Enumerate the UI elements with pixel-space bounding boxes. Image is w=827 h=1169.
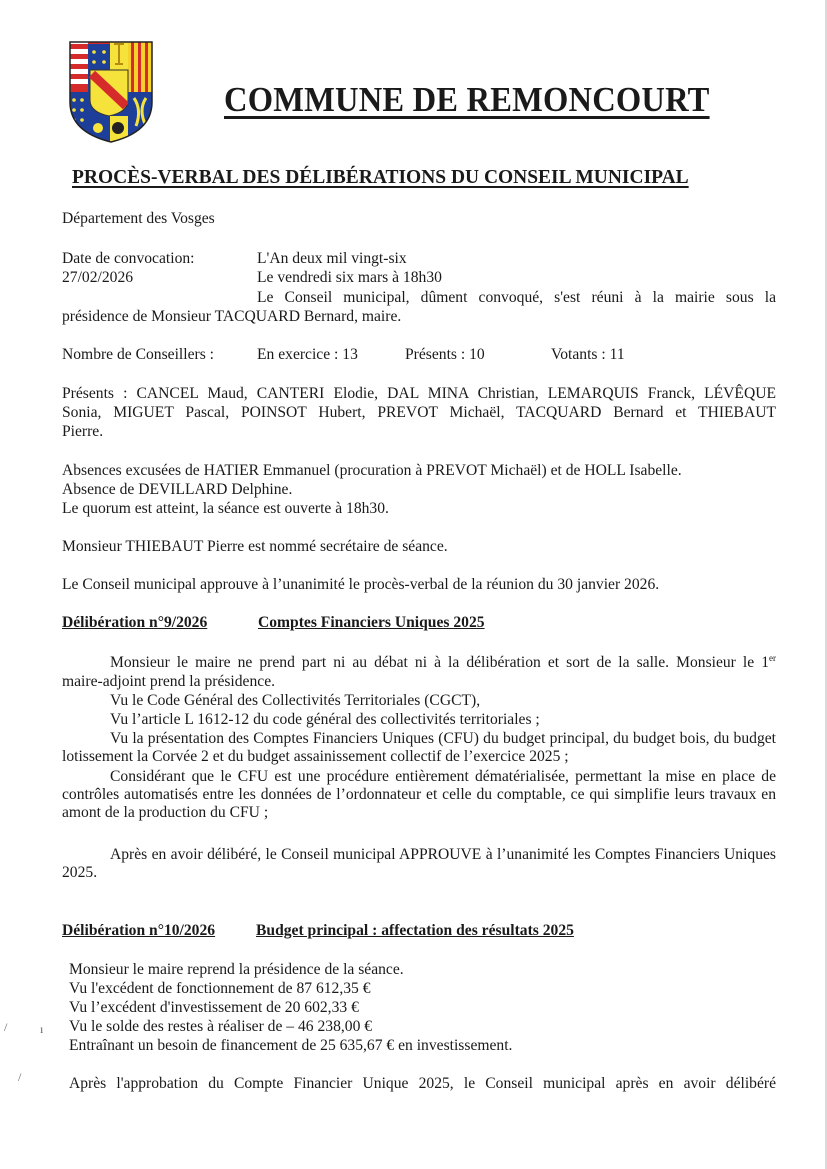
deliberation-10-number: Délibération n°10/2026 [62,922,216,939]
secretary-statement: Monsieur THIEBAUT Pierre est nommé secrétaire de séance. [62,538,448,555]
ordinal-superscript: er [769,653,776,663]
margin-mark: ı [40,1022,44,1036]
council-line-1: Le Conseil municipal, dûment convoqué, s'est réuni à la mairie sous la [257,289,776,306]
present-members-line-1: Présents : CANCEL Maud, CANTERI Elodie, DAL MINA Christian, LEMARQUIS Franck, LÉVÊQUE [62,385,776,402]
deliberation-10-line: Vu le solde des restes à réaliser de – 46 238,00 € [69,1018,373,1035]
deliberation-9-p1-cont: maire-adjoint prend la présidence. [62,673,276,690]
margin-mark: / [18,1070,22,1084]
deliberation-9-considering: Considérant que le CFU est une procédure entièrement dématérialisée, permettant la mise en place de contrôles automatisés entre les données de l’ordonnateur et celle du comptable, ce qui simplifie leurs travaux en amont de la production du CFU ; [62,768,776,821]
deliberation-9-vu-1: Vu le Code Général des Collectivités Territoriales (CGCT), [110,692,481,709]
deliberation-10-title: Budget principal : affectation des résultats 2025 [256,922,574,939]
margin-mark: / [4,1020,8,1034]
deliberation-10-line: Vu l'excédent de fonctionnement de 87 612,35 € [69,980,371,997]
previous-minutes-approval: Le Conseil municipal approuve à l’unanimité le procès-verbal de la réunion du 30 janvier 2026. [62,576,660,593]
voters-count: Votants : 11 [551,346,625,363]
present-count: Présents : 10 [405,346,485,363]
present-members-line-3: Pierre. [62,423,104,440]
commune-title: COMMUNE DE REMONCOURT [224,80,710,119]
council-line-2: présidence de Monsieur TACQUARD Bernard, maire. [62,308,402,325]
convocation-label: Date de convocation: [62,250,195,267]
excused-absences: Absences excusées de HATIER Emmanuel (procuration à PREVOT Michaël) et de HOLL Isabelle. [62,462,682,479]
deliberation-9-title: Comptes Financiers Uniques 2025 [258,614,485,631]
deliberation-9-decision: Après en avoir délibéré, le Conseil municipal APPROUVE à l’unanimité les Comptes Financiers Uniques 2025. [62,846,776,881]
in-office-count: En exercice : 13 [257,346,358,363]
quorum-statement: Le quorum est atteint, la séance est ouverte à 18h30. [62,500,389,517]
councillors-label: Nombre de Conseillers : [62,346,215,363]
absence: Absence de DEVILLARD Delphine. [62,481,293,498]
deliberation-10-line: Monsieur le maire reprend la présidence de la séance. [69,961,404,978]
department: Département des Vosges [62,210,215,227]
deliberation-9-p1 [62,654,776,672]
deliberation-9-p1-text: Monsieur le maire ne prend part ni au débat ni à la délibération et sort de la salle. Monsieur le 1 [110,654,769,671]
deliberation-10-closing: Après l'approbation du Compte Financier Unique 2025, le Conseil municipal après en avoir délibéré [69,1075,776,1092]
deliberation-10-line: Entraînant un besoin de financement de 25 635,67 € en investissement. [69,1037,513,1054]
day-line: Le vendredi six mars à 18h30 [257,269,442,286]
present-members-line-2: Sonia, MIGUET Pascal, POINSOT Hubert, PREVOT Michaël, TACQUARD Bernard et THIEBAUT [62,404,776,421]
deliberation-9-vu-2: Vu l’article L 1612-12 du code général des collectivités territoriales ; [110,711,540,728]
deliberation-9-number: Délibération n°9/2026 [62,614,208,631]
document-subtitle: PROCÈS-VERBAL DES DÉLIBÉRATIONS DU CONSEIL MUNICIPAL [72,166,689,188]
coat-of-arms-icon [68,40,154,144]
deliberation-9-vu-3: Vu la présentation des Comptes Financiers Uniques (CFU) du budget principal, du budget bois, du budget lotissement la Corvée 2 et du budget assainissement collectif de l’exercice 2025 ; [62,730,776,765]
deliberation-10-line: Vu l’excédent d'investissement de 20 602,33 € [69,999,359,1016]
convocation-date: 27/02/2026 [62,269,134,286]
year-line: L'An deux mil vingt-six [257,250,407,267]
